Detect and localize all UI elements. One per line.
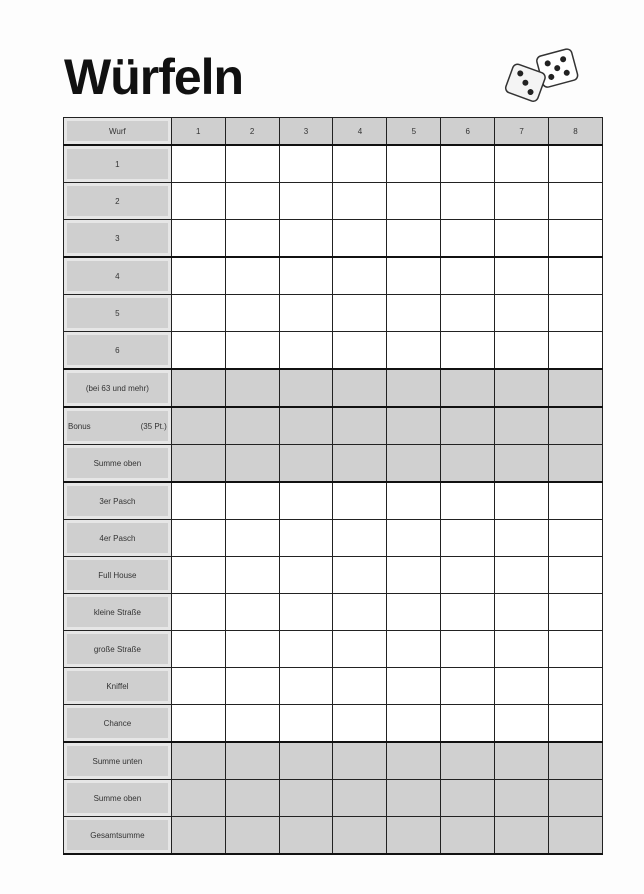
table-row (64, 407, 603, 445)
score-cell[interactable] (387, 705, 441, 743)
score-cell[interactable] (279, 332, 333, 370)
score-cell[interactable] (387, 482, 441, 520)
score-cell[interactable] (549, 780, 603, 817)
score-cell[interactable] (279, 817, 333, 855)
score-cell[interactable] (495, 145, 549, 183)
score-cell[interactable] (495, 369, 549, 407)
score-cell[interactable] (171, 257, 225, 295)
score-cell[interactable] (549, 145, 603, 183)
row-label: 4er Pasch (64, 520, 172, 557)
score-cell[interactable] (279, 668, 333, 705)
score-cell[interactable] (171, 631, 225, 668)
score-cell[interactable] (279, 631, 333, 668)
score-cell[interactable] (279, 445, 333, 483)
score-cell[interactable] (225, 520, 279, 557)
score-cell[interactable] (549, 557, 603, 594)
score-cell[interactable] (549, 594, 603, 631)
score-cell[interactable] (495, 295, 549, 332)
player-column-header: 8 (549, 118, 603, 146)
score-cell[interactable] (387, 668, 441, 705)
score-cell[interactable] (225, 631, 279, 668)
score-cell[interactable] (495, 332, 549, 370)
score-cell[interactable] (171, 668, 225, 705)
score-cell[interactable] (495, 780, 549, 817)
score-cell[interactable] (333, 220, 387, 258)
score-cell[interactable] (279, 407, 333, 445)
score-cell[interactable] (171, 145, 225, 183)
score-cell[interactable] (387, 817, 441, 855)
score-cell[interactable] (495, 742, 549, 780)
table-row (64, 742, 603, 780)
score-cell[interactable] (387, 183, 441, 220)
score-cell[interactable] (225, 407, 279, 445)
score-cell[interactable] (441, 145, 495, 183)
score-cell[interactable] (279, 482, 333, 520)
score-cell[interactable] (549, 742, 603, 780)
row-label: kleine Straße (64, 594, 172, 631)
score-cell[interactable] (333, 594, 387, 631)
score-cell[interactable] (333, 445, 387, 483)
score-cell[interactable] (279, 742, 333, 780)
score-cell[interactable] (387, 369, 441, 407)
score-cell[interactable] (495, 631, 549, 668)
table-row (64, 482, 603, 520)
score-cell[interactable] (225, 445, 279, 483)
score-cell[interactable] (495, 407, 549, 445)
score-cell[interactable] (495, 557, 549, 594)
score-cell[interactable] (225, 482, 279, 520)
score-cell[interactable] (171, 557, 225, 594)
score-cell[interactable] (225, 557, 279, 594)
score-cell[interactable] (495, 183, 549, 220)
score-cell[interactable] (225, 257, 279, 295)
score-cell[interactable] (441, 369, 495, 407)
score-cell[interactable] (225, 369, 279, 407)
score-cell[interactable] (441, 332, 495, 370)
score-cell[interactable] (441, 407, 495, 445)
score-cell[interactable] (333, 668, 387, 705)
score-cell[interactable] (495, 220, 549, 258)
score-cell[interactable] (441, 445, 495, 483)
score-cell[interactable] (495, 257, 549, 295)
score-cell[interactable] (495, 482, 549, 520)
player-column-header: 4 (333, 118, 387, 146)
score-cell[interactable] (387, 594, 441, 631)
score-cell[interactable] (225, 220, 279, 258)
score-cell[interactable] (495, 817, 549, 855)
score-cell[interactable] (171, 482, 225, 520)
score-cell[interactable] (441, 817, 495, 855)
score-cell[interactable] (441, 183, 495, 220)
row-label-text: Bonus (68, 421, 91, 431)
score-cell[interactable] (387, 631, 441, 668)
score-cell[interactable] (495, 594, 549, 631)
score-cell[interactable] (387, 332, 441, 370)
score-cell[interactable] (333, 257, 387, 295)
score-cell[interactable] (495, 705, 549, 743)
score-cell[interactable] (333, 295, 387, 332)
score-cell[interactable] (171, 183, 225, 220)
score-cell[interactable] (549, 295, 603, 332)
score-cell[interactable] (171, 780, 225, 817)
table-row (64, 631, 603, 668)
player-column-header: 1 (171, 118, 225, 146)
table-row (64, 445, 603, 483)
score-cell[interactable] (387, 742, 441, 780)
dice-icon (498, 46, 590, 106)
score-cell[interactable] (333, 520, 387, 557)
score-cell[interactable] (549, 407, 603, 445)
score-cell[interactable] (333, 557, 387, 594)
score-cell[interactable] (279, 220, 333, 258)
score-cell[interactable] (225, 705, 279, 743)
table-row (64, 557, 603, 594)
score-cell[interactable] (441, 594, 495, 631)
score-cell[interactable] (225, 145, 279, 183)
row-label: 3er Pasch (64, 482, 172, 520)
score-cell[interactable] (333, 183, 387, 220)
table-row (64, 780, 603, 817)
score-cell[interactable] (279, 705, 333, 743)
score-cell[interactable] (171, 594, 225, 631)
score-cell[interactable] (549, 183, 603, 220)
score-cell[interactable] (333, 407, 387, 445)
score-cell[interactable] (279, 780, 333, 817)
table-row (64, 145, 603, 183)
score-cell[interactable] (279, 145, 333, 183)
score-cell[interactable] (441, 705, 495, 743)
score-cell[interactable] (333, 742, 387, 780)
row-label (64, 407, 172, 445)
player-column-header: 7 (495, 118, 549, 146)
score-cell[interactable] (549, 332, 603, 370)
score-cell[interactable] (171, 742, 225, 780)
table-row (64, 594, 603, 631)
score-cell[interactable] (549, 445, 603, 483)
player-column-header: 6 (441, 118, 495, 146)
score-cell[interactable] (387, 257, 441, 295)
score-cell[interactable] (333, 332, 387, 370)
table-row (64, 257, 603, 295)
score-cell[interactable] (549, 369, 603, 407)
score-cell[interactable] (171, 332, 225, 370)
score-cell[interactable] (171, 520, 225, 557)
score-cell[interactable] (225, 780, 279, 817)
score-cell[interactable] (549, 631, 603, 668)
row-label-note: (35 Pt.) (140, 421, 167, 431)
score-cell[interactable] (279, 183, 333, 220)
score-cell[interactable] (333, 369, 387, 407)
row-label: Summe oben (64, 780, 172, 817)
row-label: 6 (64, 332, 172, 370)
score-cell[interactable] (495, 445, 549, 483)
score-cell[interactable] (387, 445, 441, 483)
score-cell[interactable] (279, 257, 333, 295)
score-cell[interactable] (279, 594, 333, 631)
score-cell[interactable] (225, 295, 279, 332)
row-label: Kniffel (64, 668, 172, 705)
score-cell[interactable] (387, 407, 441, 445)
row-label: große Straße (64, 631, 172, 668)
score-cell[interactable] (171, 445, 225, 483)
table-row (64, 183, 603, 220)
score-cell[interactable] (171, 369, 225, 407)
row-label: (bei 63 und mehr) (64, 369, 172, 407)
table-row (64, 332, 603, 370)
player-column-header: 3 (279, 118, 333, 146)
score-cell[interactable] (279, 295, 333, 332)
score-cell[interactable] (387, 780, 441, 817)
score-cell[interactable] (387, 557, 441, 594)
score-cell[interactable] (171, 407, 225, 445)
score-cell[interactable] (279, 520, 333, 557)
row-label: 5 (64, 295, 172, 332)
score-cell[interactable] (171, 295, 225, 332)
row-label: 1 (64, 145, 172, 183)
score-cell[interactable] (333, 631, 387, 668)
score-cell[interactable] (333, 780, 387, 817)
score-cell[interactable] (549, 817, 603, 855)
score-cell[interactable] (387, 145, 441, 183)
score-cell[interactable] (171, 705, 225, 743)
table-row (64, 520, 603, 557)
row-label: Gesamtsumme (64, 817, 172, 855)
score-cell[interactable] (333, 145, 387, 183)
score-cell[interactable] (387, 520, 441, 557)
score-cell[interactable] (549, 668, 603, 705)
score-cell[interactable] (441, 780, 495, 817)
score-table (63, 117, 603, 855)
table-row (64, 369, 603, 407)
score-cell[interactable] (549, 220, 603, 258)
score-cell[interactable] (225, 742, 279, 780)
score-cell[interactable] (225, 668, 279, 705)
row-label: Summe oben (64, 445, 172, 483)
table-row (64, 220, 603, 258)
row-label: 2 (64, 183, 172, 220)
score-cell[interactable] (549, 482, 603, 520)
score-cell[interactable] (441, 482, 495, 520)
score-cell[interactable] (333, 817, 387, 855)
score-cell[interactable] (225, 332, 279, 370)
score-cell[interactable] (225, 183, 279, 220)
player-column-header: 2 (225, 118, 279, 146)
score-cell[interactable] (549, 705, 603, 743)
score-cell[interactable] (171, 817, 225, 855)
score-cell[interactable] (441, 668, 495, 705)
row-label: Chance (64, 705, 172, 743)
table-row (64, 705, 603, 743)
player-column-header: 5 (387, 118, 441, 146)
row-label: Full House (64, 557, 172, 594)
score-cell[interactable] (279, 369, 333, 407)
score-cell[interactable] (441, 631, 495, 668)
score-cell[interactable] (549, 520, 603, 557)
score-cell[interactable] (441, 742, 495, 780)
score-cell[interactable] (495, 668, 549, 705)
score-cell[interactable] (441, 520, 495, 557)
row-label: 4 (64, 257, 172, 295)
score-cell[interactable] (495, 520, 549, 557)
score-cell[interactable] (333, 705, 387, 743)
score-cell[interactable] (387, 295, 441, 332)
score-cell[interactable] (441, 220, 495, 258)
score-cell[interactable] (279, 557, 333, 594)
row-label: 3 (64, 220, 172, 258)
score-cell[interactable] (225, 817, 279, 855)
score-cell[interactable] (387, 220, 441, 258)
header-label: Wurf (64, 118, 172, 146)
score-cell[interactable] (549, 257, 603, 295)
score-cell[interactable] (441, 257, 495, 295)
header-row (64, 118, 603, 146)
score-cell[interactable] (441, 295, 495, 332)
page-title: Würfeln (64, 49, 244, 105)
table-row (64, 668, 603, 705)
score-cell[interactable] (171, 220, 225, 258)
table-row (64, 817, 603, 855)
score-cell[interactable] (225, 594, 279, 631)
row-label: Summe unten (64, 742, 172, 780)
score-cell[interactable] (441, 557, 495, 594)
score-cell[interactable] (333, 482, 387, 520)
table-row (64, 295, 603, 332)
